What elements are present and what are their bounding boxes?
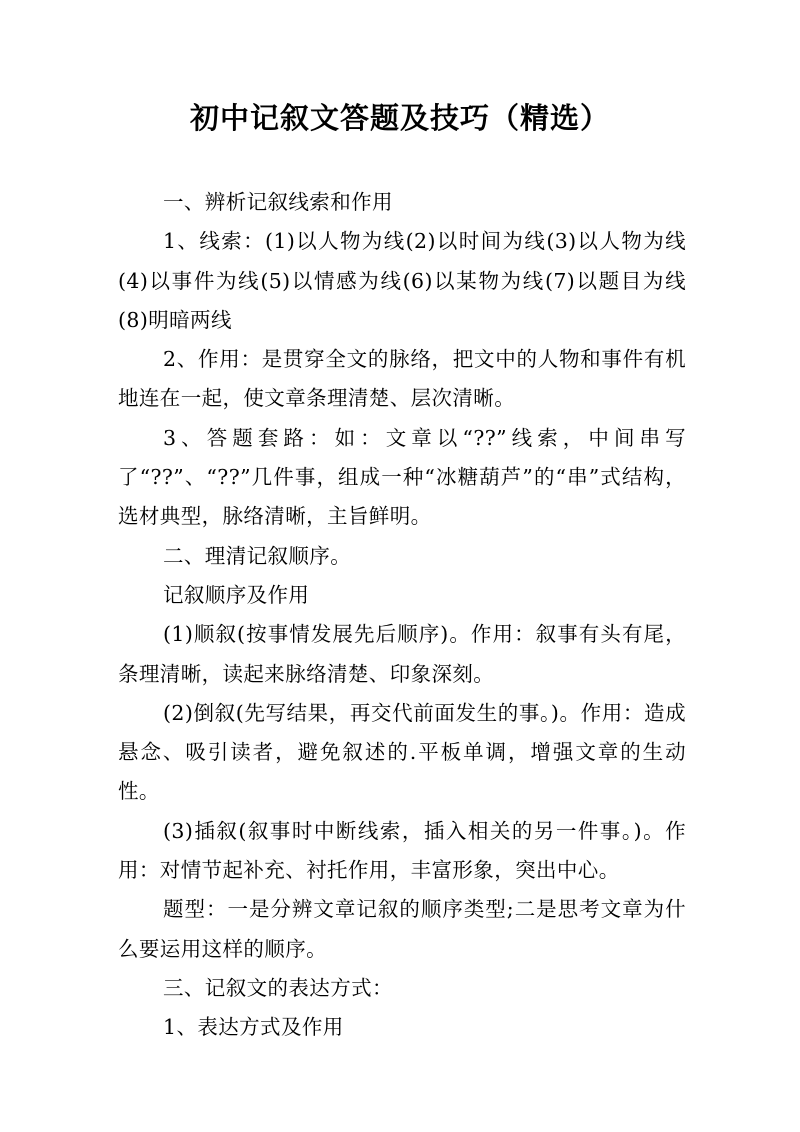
paragraph-chronological: (1)顺叙(按事情发展先后顺序)。作用：叙事有头有尾，条理清晰，读起来脉络清楚、印象深刻。	[118, 622, 686, 686]
subheading-expression: 1、表达方式及作用	[163, 1015, 344, 1040]
paragraph-answer-template: 3、答题套路：如：文章以“??”线索，中间串写了“??”、“??”几件事，组成一种“冰糖葫芦”的“串”式结构，选材典型，脉络清晰，主旨鲜明。	[118, 425, 686, 529]
document-title: 初中记叙文答题及技巧（精选）	[189, 101, 610, 135]
paragraph-question-types: 题型：一是分辨文章记叙的顺序类型;二是思考文章为什么要运用这样的顺序。	[118, 897, 686, 961]
subheading-order: 记叙顺序及作用	[163, 582, 310, 607]
heading-section-1: 一、辨析记叙线索和作用	[163, 190, 393, 214]
paragraph-interpolation: (3)插叙(叙事时中断线索，插入相关的另一件事。)。作用：对情节起补充、衬托作用，丰富形象，突出中心。	[118, 818, 686, 883]
document-body	[118, 183, 686, 1048]
paragraph-flashback: (2)倒叙(先写结果，再交代前面发生的事。)。作用：造成悬念、吸引读者，避免叙述的.平板单调，增强文章的生动性。	[118, 700, 686, 804]
heading-section-3: 三、记叙文的表达方式：	[163, 975, 393, 1000]
paragraph-clue-function: 2、作用：是贯穿全文的脉络，把文中的人物和事件有机地连在一起，使文章条理清楚、层次清晰。	[118, 347, 686, 411]
paragraph-clue-types: 1、线索：(1)以人物为线(2)以时间为线(3)以人物为线(4)以事件为线(5)以情感为线(6)以某物为线(7)以题目为线(8)明暗两线	[118, 229, 686, 332]
heading-section-2: 二、理清记叙顺序。	[163, 543, 352, 568]
